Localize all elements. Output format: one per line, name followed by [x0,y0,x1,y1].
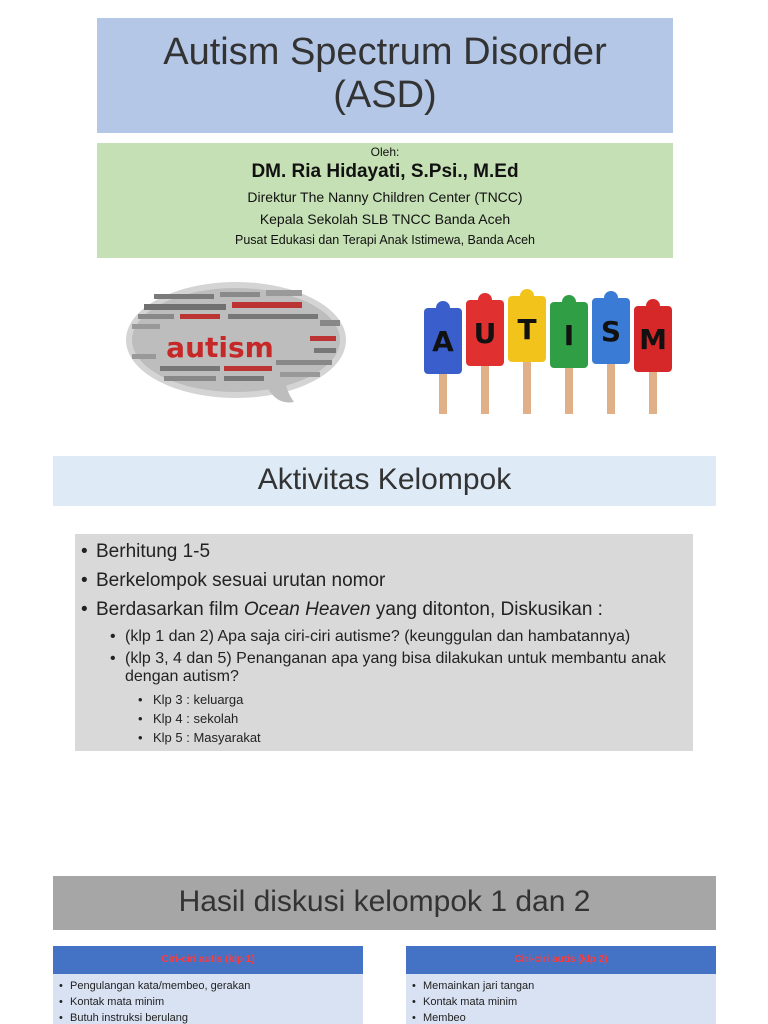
puzzle-letter: I [563,319,575,352]
puzzle-letter: T [517,313,537,346]
puzzle-knob [436,301,450,315]
list-item-text: yang ditonton, Diskusikan : [370,599,603,620]
title-line-1: Autism Spectrum Disorder [163,31,607,73]
puzzle-letter: U [473,317,497,350]
table-header: Ciri-ciri autis (klp 1) [53,946,363,974]
autism-brain-image [124,280,352,408]
title-line-2: (ASD) [333,74,437,116]
table-body [406,974,716,1024]
hand-shape [649,372,657,414]
list-item: • Berkelompok sesuai urutan nomor [81,566,693,595]
table-row: • Memainkan jari tangan [412,978,716,994]
author-role-2: Kepala Sekolah SLB TNCC Banda Aceh [259,211,511,227]
by-label: Oleh: [370,145,400,159]
table-row: • Kontak mata minim [412,994,716,1010]
activity-list-box [75,534,693,751]
puzzle-knob [478,293,492,307]
table-body [53,974,363,1024]
autism-puzzle-image [418,288,674,414]
puzzle-knob [604,291,618,305]
hand-shape [481,366,489,414]
slide-title [97,18,673,133]
section-header-aktivitas: Aktivitas Kelompok [53,456,716,506]
author-role-1: Direktur The Nanny Children Center (TNCC) [247,189,523,205]
puzzle-letter: A [432,325,454,358]
table-row: • Membeo [412,1010,716,1024]
sub-list-item [110,650,693,747]
sub-list-item-text: (klp 3, 4 dan 5) Penanganan apa yang bisa dilakukan untuk membantu anak dengan autism? [125,650,666,685]
list-item-text: Berdasarkan film [96,599,244,620]
group-item: • Klp 4 : sekolah [138,709,693,728]
puzzle-knob [520,289,534,303]
author-role-3: Pusat Edukasi dan Terapi Anak Istimewa, Banda Aceh [235,233,535,247]
puzzle-knob [646,299,660,313]
table-header: Ciri-ciri autis (klp 2) [406,946,716,974]
puzzle-knob [562,295,576,309]
activity-list [81,537,693,747]
author-block [97,143,673,258]
table-row: • Kontak mata minim [59,994,363,1010]
brain-word: autism [166,331,274,364]
hand-shape [523,362,531,414]
film-title: Ocean Heaven [243,599,371,620]
sub-list-item: • (klp 1 dan 2) Apa saja ciri-ciri autisme? (keunggulan dan hambatannya) [110,628,693,646]
list-item: • Berhitung 1-5 [81,537,693,566]
list-item [81,595,693,747]
group-item: • Klp 5 : Masyarakat [138,728,693,747]
hand-shape [565,368,573,414]
group-assignment-list [138,690,693,747]
table-klp-1 [53,946,363,1024]
group-item: • Klp 3 : keluarga [138,690,693,709]
table-row: • Pengulangan kata/membeo, gerakan [59,978,363,994]
puzzle-letter: M [639,323,667,356]
author-name: DM. Ria Hidayati, S.Psi., M.Ed [251,161,519,182]
table-row: • Butuh instruksi berulang [59,1010,363,1024]
table-klp-2 [406,946,716,1024]
discussion-sublist [110,628,693,747]
hand-shape [607,364,615,414]
hand-shape [439,374,447,414]
puzzle-letter: S [600,315,622,348]
section-header-hasil-diskusi: Hasil diskusi kelompok 1 dan 2 [53,876,716,930]
